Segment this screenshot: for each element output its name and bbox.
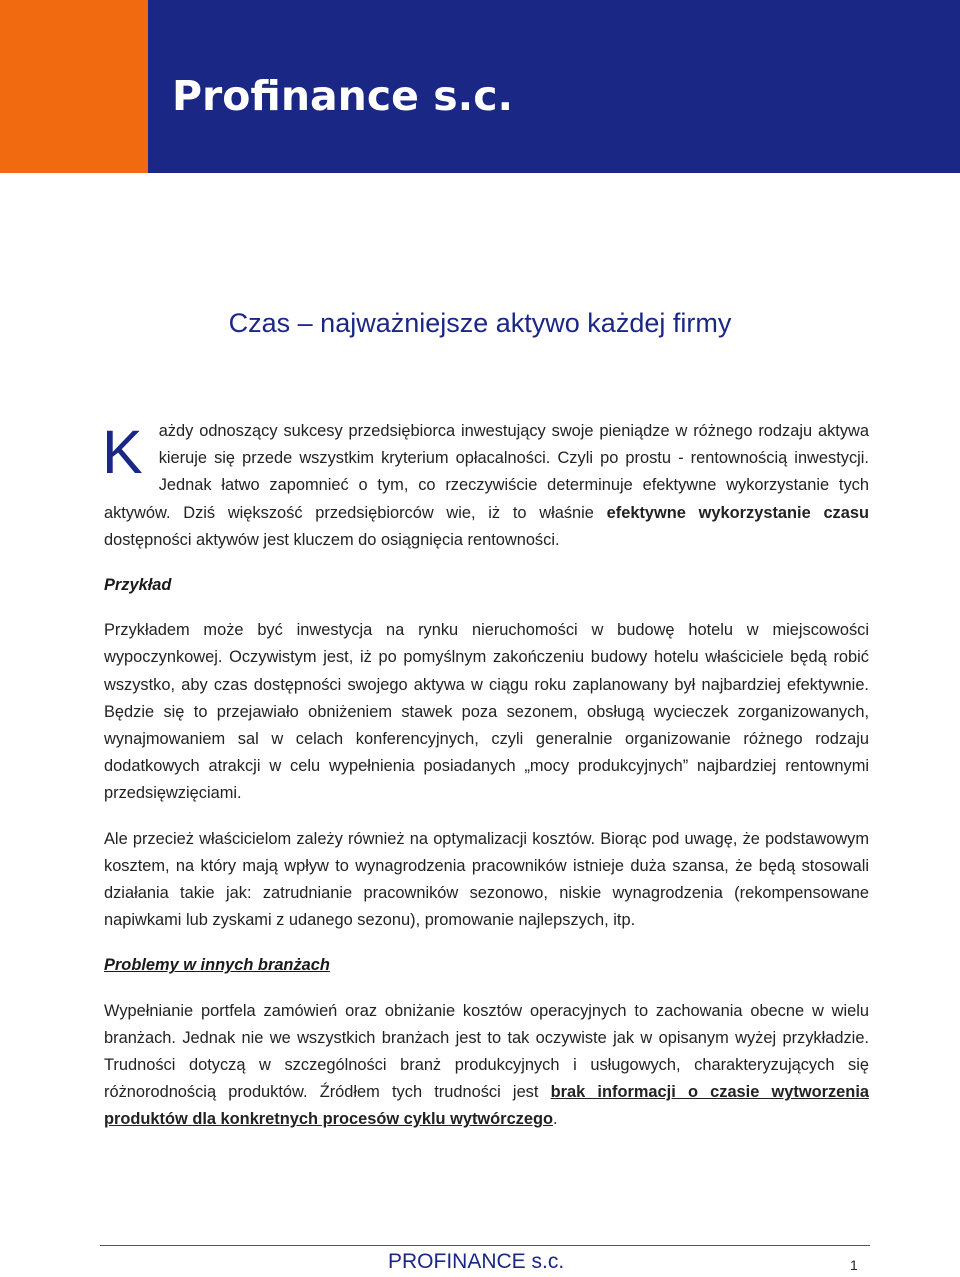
banner-orange-block xyxy=(0,0,148,173)
problems-paragraph xyxy=(104,998,869,1134)
problems-text: Wypełnianie portfela zamówień oraz obniżanie kosztów operacyjnych to zachowania obecne w wielu branżach. Jednak nie we wszystkich branżach jest to tak oczywiste jak w opisanym wyżej przykładzie. Trudności dotyczą w szczególności branż produkcyjnych i usługowych, charakteryzujących się różnorodnością produktów. Źródłem tych trudności jest xyxy=(104,1001,869,1102)
company-logo: Profinance s.c. xyxy=(172,72,514,120)
intro-bold-phrase: efektywne wykorzystanie czasu xyxy=(606,503,869,522)
document-title: Czas – najważniejsze aktywo każdej firmy xyxy=(228,308,732,338)
drop-cap: K xyxy=(102,418,143,486)
footer-brand: PROFINANCE s.c. xyxy=(388,1250,565,1273)
header-banner xyxy=(0,0,960,173)
intro-text-part-1: ażdy odnoszący sukcesy przedsiębiorca inwestujący swoje pieniądze w różnego rodzaju aktywa kieruje się przede wszystkim kryterium opłacalności. Czyli po prostu - rentownością inwestycji. Jednak łatwo zapomnieć o tym, co rzeczywiście determinuje efektywne wykorzystanie tych aktywów. Dziś większość przedsiębiorców wie, iż to właśnie xyxy=(104,422,869,522)
page-number: 1 xyxy=(850,1257,858,1273)
section-heading-example: Przykład xyxy=(104,576,172,595)
problems-key-phrase: brak informacji o czasie wytworzenia produktów dla konkretnych procesów cyklu wytwórczego xyxy=(104,1083,869,1129)
intro-text-part-2: dostępności aktywów jest kluczem do osiągnięcia rentowności. xyxy=(104,530,560,549)
intro-paragraph xyxy=(104,418,869,554)
example-paragraph-2: Ale przecież właścicielom zależy również na optymalizacji kosztów. Biorąc pod uwagę, że podstawowym kosztem, na który mają wpływ to wynagrodzenia pracowników istnieje duża szansa, że będą stosowali działania takie jak: zatrudnianie pracowników sezonowo, niskie wynagrodzenia (rekompensowane napiwkami lub zyskami z udanego sezonu), promowanie najlepszych, itp. xyxy=(104,829,869,930)
document-body xyxy=(104,418,869,1134)
example-paragraph-1: Przykładem może być inwestycja na rynku nieruchomości w budowę hotelu w miejscowości wypoczynkowej. Oczywistym jest, iż po pomyślnym zakończeniu budowy hotelu właściciele będą robić wszystko, aby czas dostępności swojego aktywa w ciągu roku zaplanowany był najbardziej efektywnie. Będzie się to przejawiało obniżeniem stawek poza sezonem, obsługą wycieczek zorganizowanych, wynajmowaniem sal w celach konferencyjnych, czyli generalnie organizowanie różnego rodzaju dodatkowych atrakcji w celu wypełnienia posiadanych „mocy produkcyjnych” najbardziej rentownymi przedsięwzięciami. xyxy=(104,621,869,803)
section-heading-problems: Problemy w innych branżach xyxy=(104,956,330,975)
intro-text xyxy=(104,418,869,554)
footer-divider xyxy=(100,1245,870,1246)
problems-period: . xyxy=(553,1110,558,1129)
